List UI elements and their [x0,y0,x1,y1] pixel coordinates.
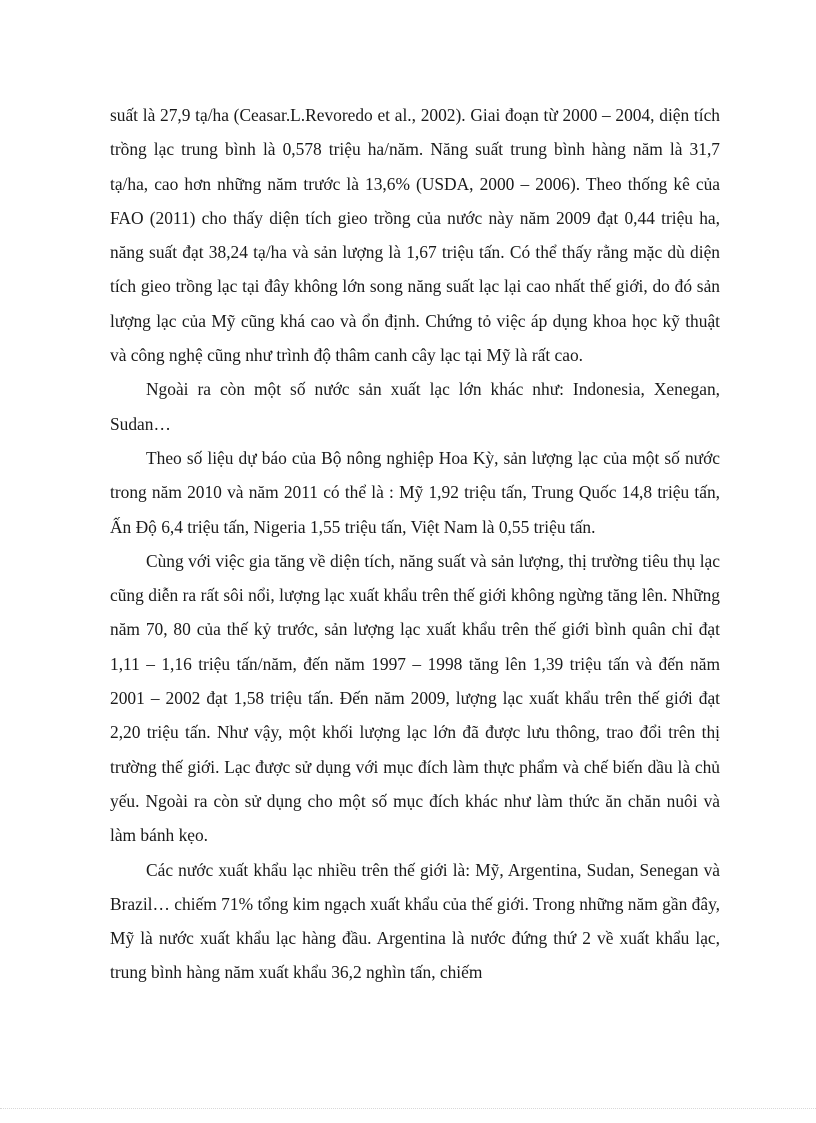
body-text [110,98,720,990]
paragraph-4: Cùng với việc gia tăng về diện tích, năng suất và sản lượng, thị trường tiêu thụ lạc cũng diễn ra rất sôi nổi, lượng lạc xuất khẩu trên thế giới không ngừng tăng lên. Những năm 70, 80 của thế kỷ trước, sản lượng lạc xuất khẩu trên thế giới bình quân chỉ đạt 1,11 – 1,16 triệu tấn/năm, đến năm 1997 – 1998 tăng lên 1,39 triệu tấn và đến năm 2001 – 2002 đạt 1,58 triệu tấn. Đến năm 2009, lượng lạc xuất khẩu trên thế giới đạt 2,20 triệu tấn. Như vậy, một khối lượng lạc lớn đã được lưu thông, trao đổi trên thị trường thế giới. Lạc được sử dụng với mục đích làm thực phẩm và chế biến dầu là chủ yếu. Ngoài ra còn sử dụng cho một số mục đích khác như làm thức ăn chăn nuôi và làm bánh kẹo. [110,550,720,846]
paragraph-5: Các nước xuất khẩu lạc nhiều trên thế giới là: Mỹ, Argentina, Sudan, Senegan và Brazil… chiếm 71% tổng kim ngạch xuất khẩu của thế giới. Trong những năm gần đây, Mỹ là nước xuất khẩu lạc hàng đầu. Argentina là nước đứng thứ 2 về xuất khẩu lạc, trung bình hàng năm xuất khẩu 36,2 nghìn tấn, chiếm [110,859,720,983]
page-bottom-divider [0,1108,816,1109]
paragraph-2: Ngoài ra còn một số nước sản xuất lạc lớn khác như: Indonesia, Xenegan, Sudan… [110,379,720,434]
paragraph-3: Theo số liệu dự báo của Bộ nông nghiệp Hoa Kỳ, sản lượng lạc của một số nước trong năm 2010 và năm 2011 có thể là : Mỹ 1,92 triệu tấn, Trung Quốc 14,8 triệu tấn, Ấn Độ 6,4 triệu tấn, Nigeria 1,55 triệu tấn, Việt Nam là 0,55 triệu tấn. [110,447,720,537]
paragraph-1: suất là 27,9 tạ/ha (Ceasar.L.Revoredo et al., 2002). Giai đoạn từ 2000 – 2004, diện tích trồng lạc trung bình là 0,578 triệu ha/năm. Năng suất trung bình hàng năm là 31,7 tạ/ha, cao hơn những năm trước là 13,6% (USDA, 2000 – 2006). Theo thống kê của FAO (2011) cho thấy diện tích gieo trồng của nước này năm 2009 đạt 0,44 triệu ha, năng suất đạt 38,24 tạ/ha và sản lượng là 1,67 triệu tấn. Có thể thấy rằng mặc dù diện tích gieo trồng lạc tại đây không lớn song năng suất lạc lại cao nhất thế giới, do đó sản lượng lạc của Mỹ cũng khá cao và ổn định. Chứng tỏ việc áp dụng khoa học kỹ thuật và công nghệ cũng như trình độ thâm canh cây lạc tại Mỹ là rất cao. [110,105,720,366]
